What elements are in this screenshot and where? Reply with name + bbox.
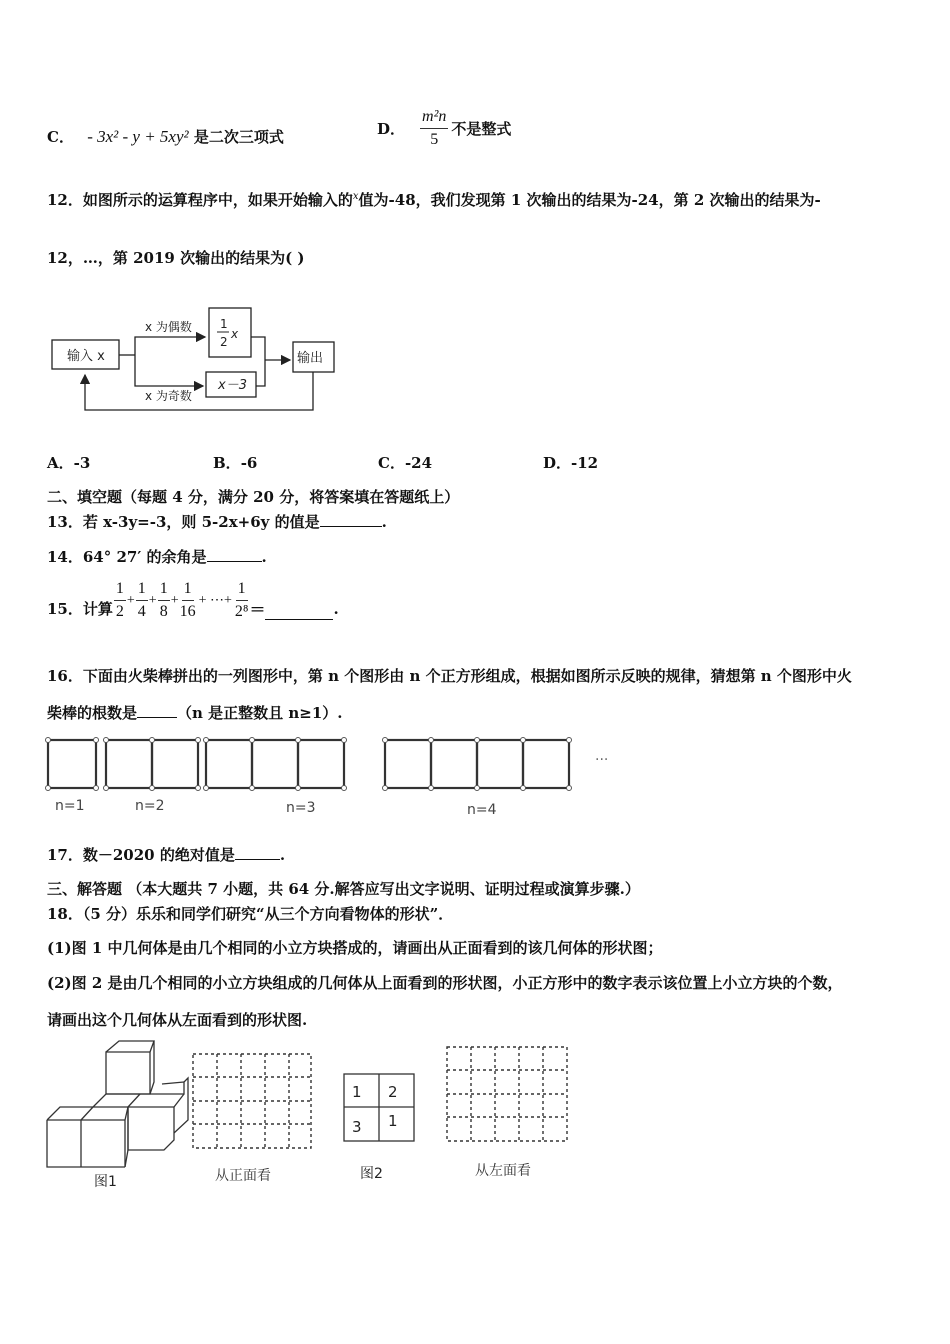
q18-part2-line1: (2)图 2 是由几个相同的小立方块组成的几何体从上面看到的形状图，小正方形中的数字表示该位置上小立方块的个数， (47, 974, 843, 992)
even-label: x 为偶数 (145, 320, 192, 334)
fraction: $\frac{1}{2}$ (115, 580, 124, 620)
option-c-expression: - 3x² - y + 5xy² (87, 127, 189, 146)
left-view-grid[interactable] (443, 1042, 573, 1187)
q11-option-d (377, 108, 511, 149)
svg-text:x: x (231, 327, 239, 341)
fraction: $\frac{1}{8}$ (159, 580, 168, 620)
fraction: $\frac{1}{4}$ (137, 580, 146, 620)
front-view-label: 从正面看 (215, 1168, 271, 1184)
q16-line1: 16．下面由火柴棒拼出的一列图形中，第 n 个图形由 n 个正方形组成，根据如图所示反映的规律，猜想第 n 个图形中火 (47, 667, 852, 685)
figure2-label: 图2 (360, 1166, 383, 1182)
q18-part2-line2: 请画出这个几何体从左面看到的形状图. (47, 1011, 308, 1029)
fraction: $\frac{1}{16}$ (179, 580, 196, 620)
q14: 14．64° 27′ 的余角是 . (47, 548, 267, 566)
figure-label: n=1 (55, 798, 85, 814)
option-label: D． (377, 120, 406, 138)
fraction: $\frac{\text{m²n}}{5}$ (422, 108, 447, 148)
q12-option-b: B．-6 (213, 454, 258, 472)
answer-blank (265, 605, 333, 620)
q18-part1: (1)图 1 中几何体是由几个相同的小立方块搭成的，请画出从正面看到的该几何体的形状图； (47, 939, 663, 957)
matchstick-figures (40, 732, 640, 822)
flowchart-diagram (45, 300, 345, 415)
cell-value: 2 (388, 1083, 398, 1101)
section3-heading: 三、解答题 （本大题共 7 小题，共 64 分.解答应写出文字说明、证明过程或演算步骤.） (47, 880, 640, 898)
q12-option-c: C．-24 (378, 454, 433, 472)
figure-label: n=3 (286, 800, 316, 816)
answer-blank (137, 703, 177, 718)
front-view-grid[interactable] (190, 1050, 320, 1185)
figure2-top-view (340, 1070, 420, 1185)
q12-option-a: A．-3 (47, 454, 91, 472)
q16-line2: 柴棒的根数是 （n 是正整数且 n≥1）. (47, 704, 343, 722)
q17: 17．数－2020 的绝对值是 . (47, 846, 286, 864)
input-label: 输入 x (67, 349, 105, 364)
figure-label: n=4 (467, 802, 497, 818)
q13: 13．若 x-3y=-3，则 5-2x+6y 的值是 . (47, 513, 387, 531)
cell-value: 3 (352, 1118, 362, 1136)
option-label: C． (47, 128, 74, 146)
svg-text:2: 2 (220, 335, 228, 349)
q12-line1: 12．如图所示的运算程序中，如果开始输入的$^x$值为-48，我们发现第 1 次输出的结果为-24，第 2 次输出的结果为- (47, 191, 821, 209)
option-d-text: 不是整式 (451, 120, 512, 138)
fraction: $\frac{1}{\text{2⁸}}$ (234, 580, 249, 620)
q18-title: 18．（5 分）乐乐和同学们研究“从三个方向看物体的形状”． (47, 905, 454, 923)
section2-heading: 二、填空题（每题 4 分，满分 20 分，将答案填在答题纸上） (47, 488, 460, 506)
answer-blank (207, 547, 262, 562)
variable-x: x (352, 191, 359, 202)
q12-option-d: D．-12 (543, 454, 599, 472)
cell-value: 1 (388, 1112, 398, 1130)
figure1-label: 图1 (94, 1174, 117, 1190)
answer-blank (320, 512, 382, 527)
output-label: 输出 (297, 351, 324, 366)
odd-label: x 为奇数 (145, 389, 192, 403)
option-c-text: 是二次三项式 (193, 128, 284, 146)
svg-text:1: 1 (220, 317, 228, 331)
answer-blank (235, 845, 280, 860)
q15: 15．计算 $\frac{1}{2}$ + $\frac{1}{4}$ + $\frac{1}{8}$ + $\frac{1}{16}$ + ⋯+ $\frac{1}{\text{2⁸}}$ ＝ . (47, 580, 339, 620)
svg-text:x－3: x－3 (218, 378, 247, 393)
left-view-label: 从左面看 (475, 1163, 531, 1179)
half-x-box (209, 308, 251, 357)
figure1-cubes (44, 1040, 194, 1190)
q11-option-c (47, 127, 284, 147)
ellipsis: ··· (595, 752, 609, 768)
cell-value: 1 (352, 1083, 362, 1101)
q12-line2: 12，…，第 2019 次输出的结果为( ) (47, 249, 305, 267)
figure-label: n=2 (135, 798, 165, 814)
